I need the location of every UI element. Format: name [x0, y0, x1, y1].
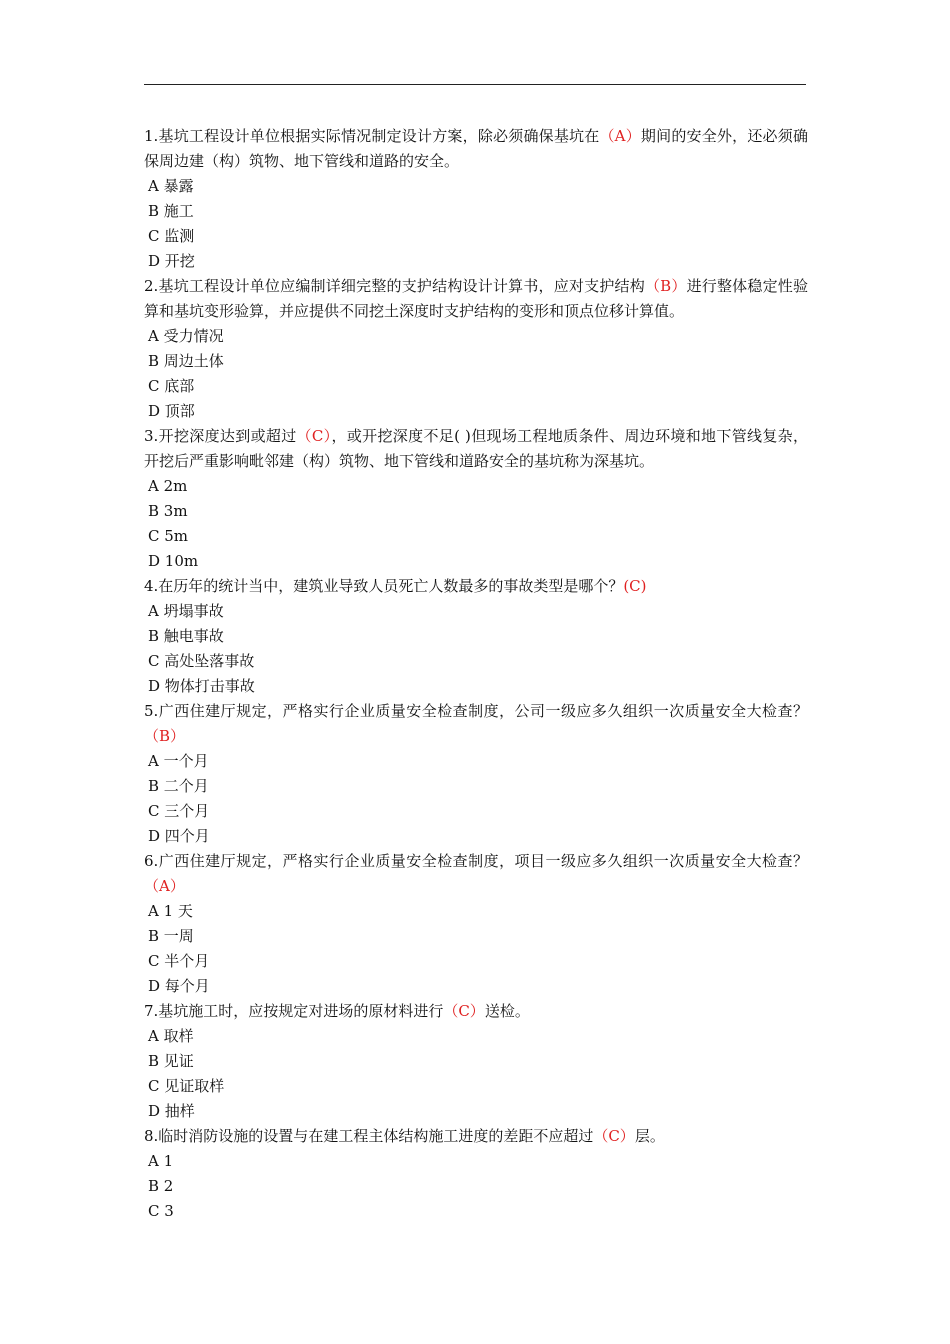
option-item: A 暴露 [148, 177, 194, 195]
option-item: A 1 [148, 1152, 174, 1170]
option-item: C 三个月 [148, 802, 210, 820]
question-block [144, 699, 808, 849]
option-item: B 二个月 [148, 777, 209, 795]
option-item: A 坍塌事故 [148, 602, 224, 620]
option-item: C 高处坠落事故 [148, 652, 255, 670]
question-block [144, 124, 808, 274]
answer-mark: （B） [644, 277, 687, 295]
question-text: 1.基坑工程设计单位根据实际情况制定设计方案，除必须确保基坑在（A）期间的安全外，还必须确保周边建（构）筑物、地下管线和道路的安全。 [144, 127, 808, 170]
question-text: 2.基坑工程设计单位应编制详细完整的支护结构设计计算书，应对支护结构（B）进行整体稳定性验算和基坑变形验算，并应提供不同挖土深度时支护结构的变形和顶点位移计算值。 [144, 277, 808, 320]
option-item: D 10m [148, 552, 199, 570]
option-item: B 3m [148, 502, 188, 520]
option-item: C 半个月 [148, 952, 210, 970]
answer-mark: (C) [623, 577, 647, 595]
option-item: C 3 [148, 1202, 174, 1220]
option-item: B 见证 [148, 1052, 194, 1070]
option-item: B 2 [148, 1177, 174, 1195]
answer-mark: （B） [144, 727, 186, 745]
option-item: A 1 天 [148, 902, 193, 920]
answer-mark: （C） [593, 1127, 635, 1145]
question-text: 5.广西住建厅规定，严格实行企业质量安全检查制度，公司一级应多久组织一次质量安全大检查？（B） [144, 702, 808, 745]
option-item: C 底部 [148, 377, 195, 395]
option-item: B 触电事故 [148, 627, 224, 645]
question-block [144, 574, 808, 699]
question-text: 7.基坑施工时，应按规定对进场的原材料进行（C）送检。 [144, 1002, 530, 1020]
option-item: A 2m [148, 477, 188, 495]
question-block [144, 999, 808, 1124]
question-text: 4.在历年的统计当中，建筑业导致人员死亡人数最多的事故类型是哪个？(C) [144, 577, 647, 595]
question-text: 8.临时消防设施的设置与在建工程主体结构施工进度的差距不应超过（C）层。 [144, 1127, 665, 1145]
option-item: B 一周 [148, 927, 194, 945]
option-item: A 受力情况 [148, 327, 224, 345]
option-item: D 物体打击事故 [148, 677, 255, 695]
option-item: C 监测 [148, 227, 195, 245]
answer-mark: （A） [144, 877, 185, 895]
option-item: B 施工 [148, 202, 194, 220]
question-text: 6.广西住建厅规定，严格实行企业质量安全检查制度，项目一级应多久组织一次质量安全大检查？（A） [144, 852, 808, 895]
option-item: C 见证取样 [148, 1077, 225, 1095]
option-item: D 顶部 [148, 402, 195, 420]
question-block [144, 849, 808, 999]
question-list [144, 124, 808, 1224]
option-item: D 抽样 [148, 1102, 195, 1120]
option-item: D 四个月 [148, 827, 210, 845]
answer-mark: （A） [599, 127, 641, 145]
header-rule [144, 84, 806, 85]
question-block [144, 274, 808, 424]
question-block [144, 424, 808, 574]
answer-mark: （C） [443, 1002, 485, 1020]
option-item: B 周边土体 [148, 352, 224, 370]
option-item: D 开挖 [148, 252, 195, 270]
answer-mark: （C） [296, 427, 332, 445]
option-item: A 取样 [148, 1027, 194, 1045]
option-item: D 每个月 [148, 977, 210, 995]
option-item: A 一个月 [148, 752, 209, 770]
question-block [144, 1124, 808, 1224]
option-item: C 5m [148, 527, 189, 545]
question-text: 3.开挖深度达到或超过（C），或开挖深度不足( )但现场工程地质条件、周边环境和地下管线复杂，开挖后严重影响毗邻建（构）筑物、地下管线和道路安全的基坑称为深基坑。 [144, 427, 808, 470]
